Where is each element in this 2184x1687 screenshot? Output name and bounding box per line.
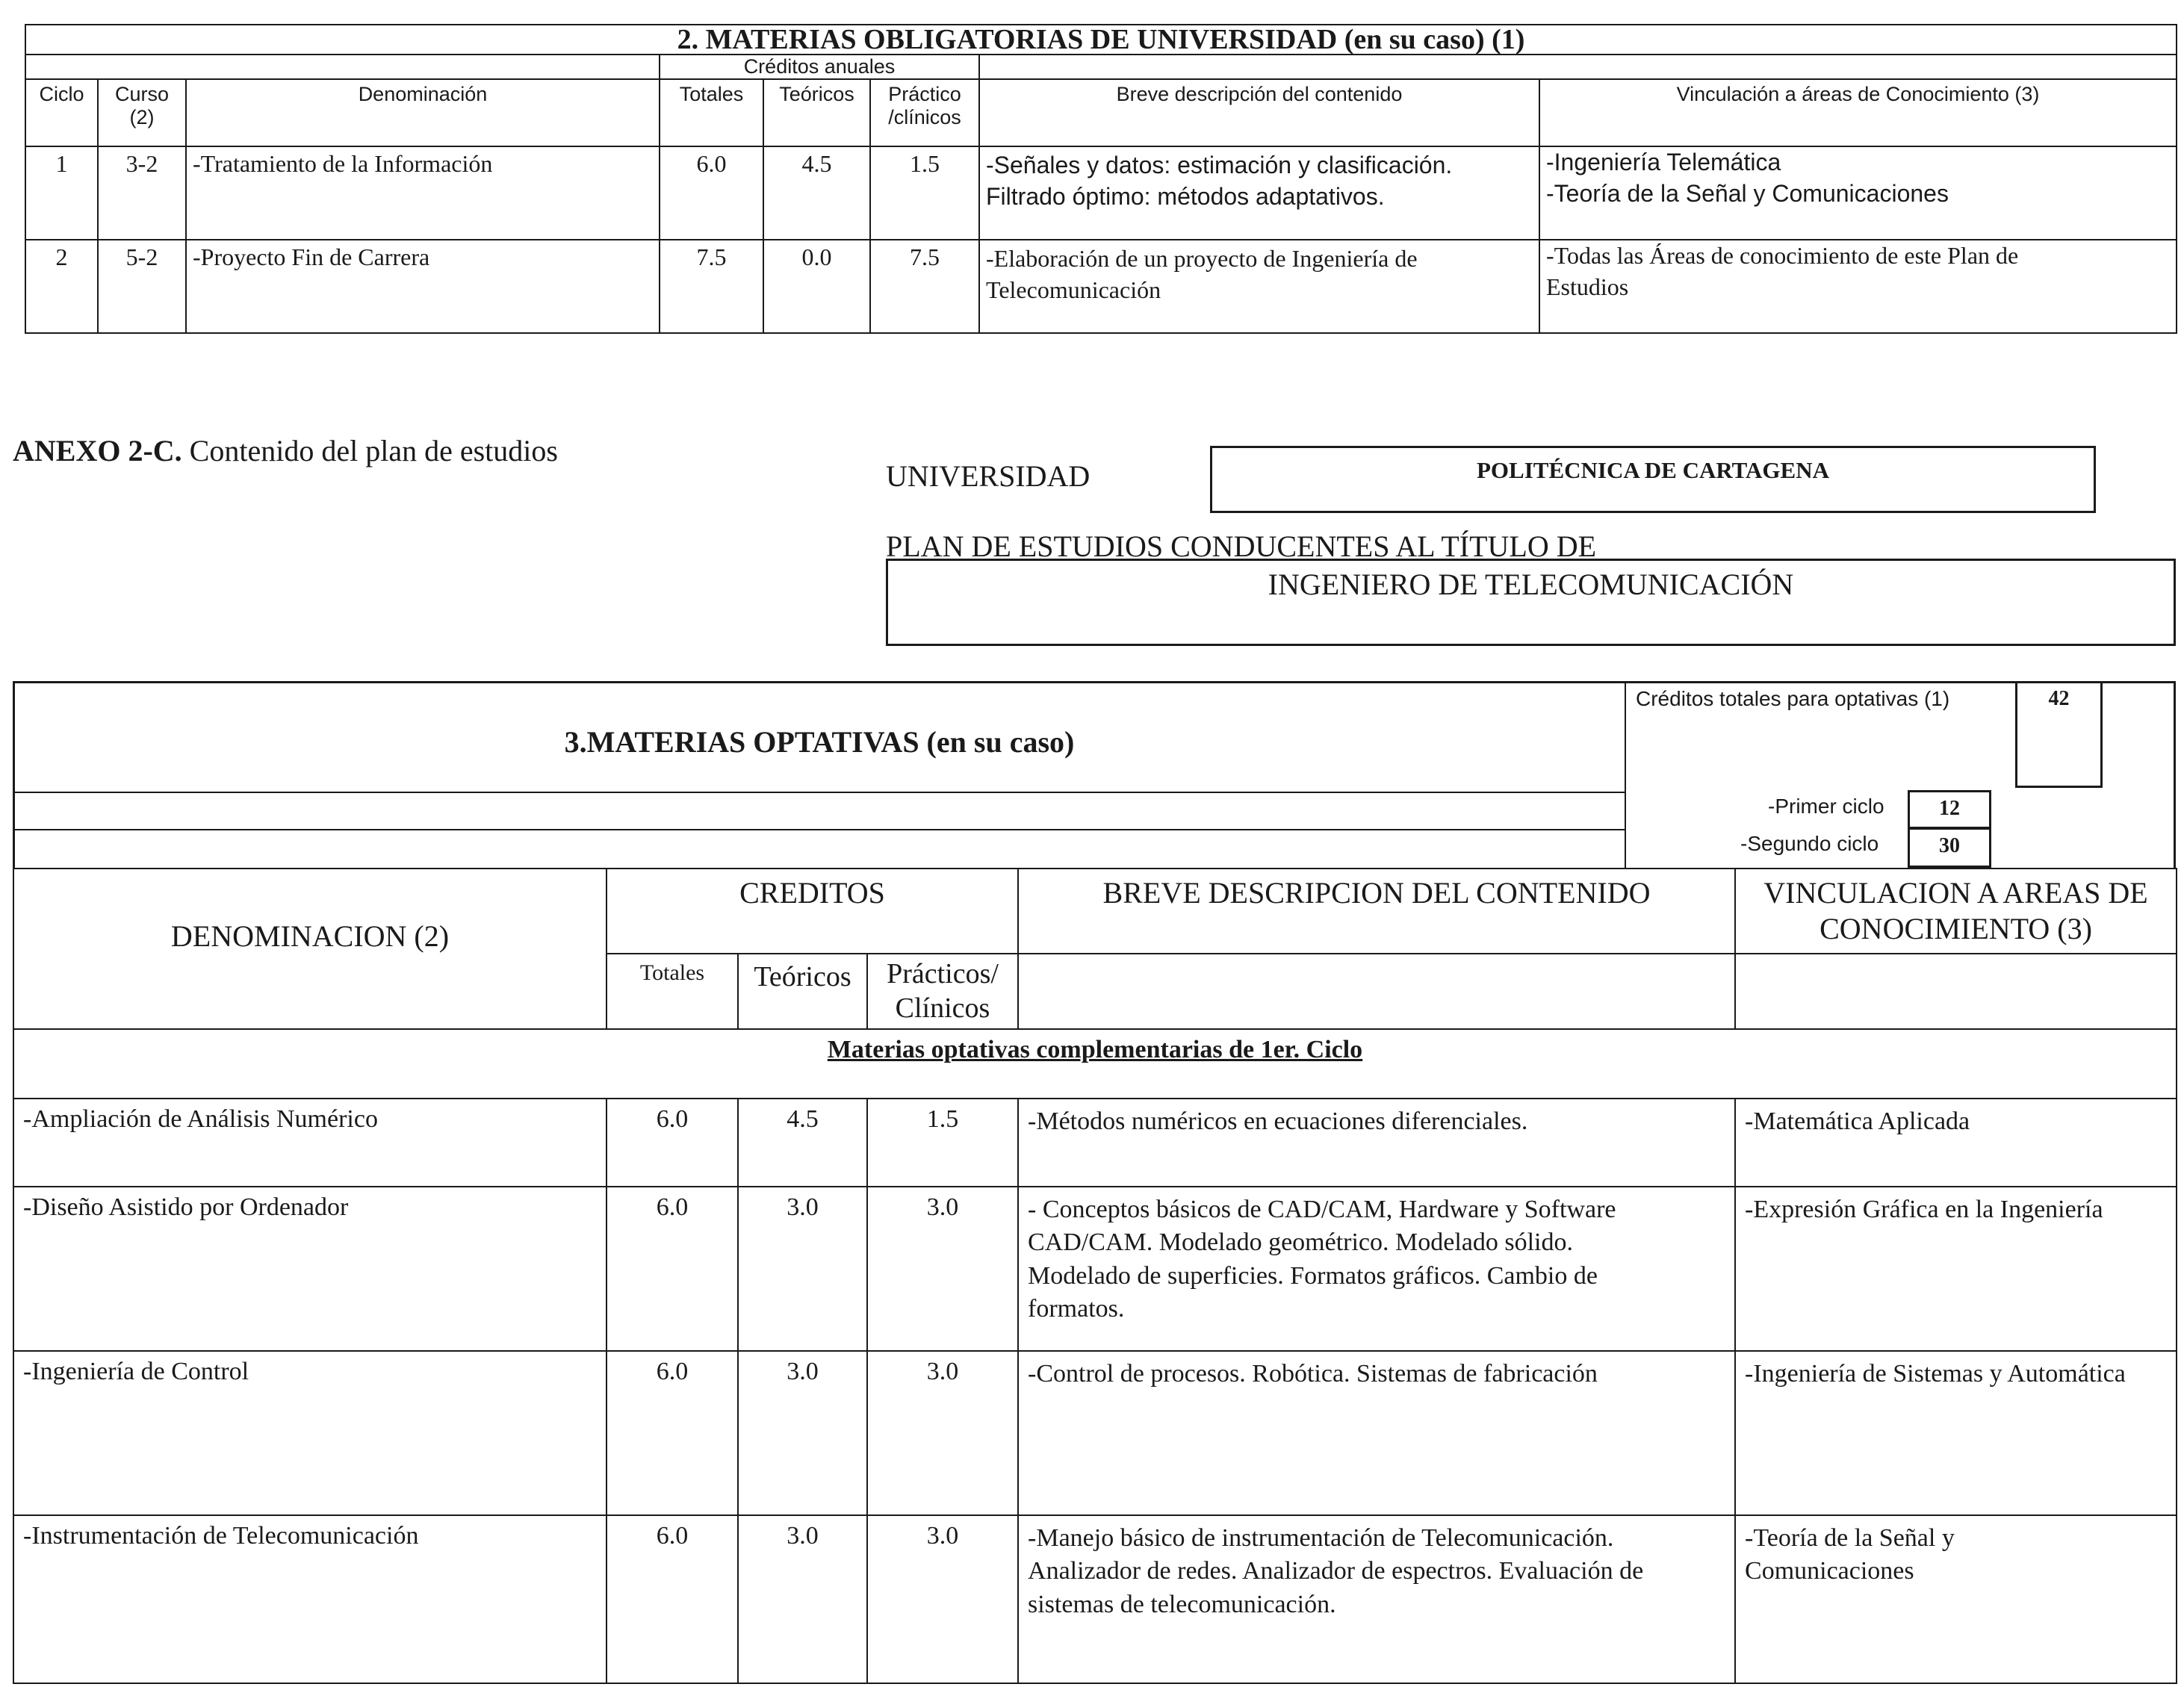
descripcion-cell	[1018, 1515, 1735, 1683]
section2-table	[25, 24, 2177, 334]
descripcion-line: -Manejo básico de instrumentación de Telecomunicación.	[1028, 1524, 1614, 1553]
denominacion-cell: -Ampliación de Análisis Numérico	[13, 1099, 607, 1187]
teoricos-cell: 3.0	[738, 1351, 867, 1515]
totales-cell: 7.5	[660, 240, 763, 333]
vinculacion-line: -Todas las Áreas de conocimiento de este Plan de	[1546, 242, 2019, 269]
descripcion-line: -Señales y datos: estimación y clasificación.	[986, 152, 1453, 178]
table-row	[25, 146, 2177, 240]
denominacion-header: Denominación	[186, 79, 660, 146]
table-row	[25, 240, 2177, 333]
denominacion-cell: -Tratamiento de la Información	[186, 146, 660, 240]
totales-header: Totales	[660, 79, 763, 146]
curso-cell: 3-2	[98, 146, 186, 240]
vinculacion-cell	[1735, 1351, 2177, 1515]
vinculacion-header-line: CONOCIMIENTO (3)	[1820, 912, 2092, 945]
vinculacion-header	[1735, 869, 2177, 954]
section2-title: 2. MATERIAS OBLIGATORIAS DE UNIVERSIDAD (en su caso) (1)	[25, 25, 2177, 55]
practicos-header-line: Clínicos	[895, 992, 990, 1024]
teoricos-header: Teóricos	[738, 954, 867, 1029]
totales-header: Totales	[607, 954, 738, 1029]
denominacion-cell: -Ingeniería de Control	[13, 1351, 607, 1515]
teoricos-cell: 4.5	[763, 146, 870, 240]
descripcion-line: Filtrado óptimo: métodos adaptativos.	[986, 182, 1385, 210]
segundo-ciclo-box	[1908, 827, 1991, 868]
vinculacion-line: -Teoría de la Señal y	[1745, 1524, 1955, 1553]
table-row	[13, 1515, 2177, 1683]
universidad-box	[1210, 446, 2096, 513]
descripcion-line: formatos.	[1028, 1294, 1125, 1323]
vinculacion-cell	[1735, 1099, 2177, 1187]
practicos-cell: 3.0	[867, 1515, 1018, 1683]
descripcion-line: - Conceptos básicos de CAD/CAM, Hardware y Software	[1028, 1196, 1616, 1224]
vinculacion-line: -Teoría de la Señal y Comunicaciones	[1546, 179, 1949, 207]
creditos-totales-box	[2015, 681, 2103, 788]
denominacion-cell: -Proyecto Fin de Carrera	[186, 240, 660, 333]
totales-cell: 6.0	[607, 1351, 738, 1515]
ciclo-cell: 1	[25, 146, 98, 240]
curso-cell: 5-2	[98, 240, 186, 333]
descripcion-line: -Elaboración de un proyecto de Ingeniería de	[986, 245, 1418, 272]
anexo-text: Contenido del plan de estudios	[189, 434, 558, 467]
descripcion-line: -Métodos numéricos en ecuaciones diferenciales.	[1028, 1107, 1528, 1136]
titulo-box	[886, 559, 2176, 646]
descripcion-header: BREVE DESCRIPCION DEL CONTENIDO	[1018, 869, 1735, 954]
descripcion-cell	[979, 240, 1539, 333]
practicos-cell: 7.5	[870, 240, 979, 333]
creditos-anuales-header: Créditos anuales	[660, 55, 979, 79]
totales-cell: 6.0	[660, 146, 763, 240]
section3-title: 3.MATERIAS OPTATIVAS (en su caso)	[564, 725, 1075, 759]
practicos-cell: 3.0	[867, 1187, 1018, 1351]
descripcion-line: Telecomunicación	[986, 276, 1161, 303]
descripcion-line: sistemas de telecomunicación.	[1028, 1590, 1336, 1618]
creditos-totales-value: 42	[2048, 687, 2070, 710]
table-row	[13, 1187, 2177, 1351]
descripcion-line: -Control de procesos. Robótica. Sistemas de fabricación	[1028, 1360, 1598, 1388]
vinculacion-line: Comunicaciones	[1745, 1557, 1914, 1585]
divider	[1625, 681, 1626, 868]
vinculacion-cell	[1735, 1515, 2177, 1683]
teoricos-cell: 0.0	[763, 240, 870, 333]
ciclo-cell: 2	[25, 240, 98, 333]
curso-header: Curso (2)	[98, 79, 186, 146]
primer-ciclo-value: 12	[1939, 797, 1960, 820]
anexo-heading	[13, 433, 558, 468]
teoricos-header: Teóricos	[763, 79, 870, 146]
segundo-ciclo-label: -Segundo ciclo	[1740, 832, 1879, 855]
ciclo-header: Ciclo	[25, 79, 98, 146]
plan-label: PLAN DE ESTUDIOS CONDUCENTES AL TÍTULO DE	[886, 529, 1597, 563]
totales-cell: 6.0	[607, 1515, 738, 1683]
practicos-header: Práctico /clínicos	[870, 79, 979, 146]
practicos-header	[867, 954, 1018, 1029]
primer-ciclo-label: -Primer ciclo	[1768, 795, 1884, 818]
denominacion-cell: -Diseño Asistido por Ordenador	[13, 1187, 607, 1351]
vinculacion-cell	[1539, 146, 2177, 240]
vinculacion-header: Vinculación a áreas de Conocimiento (3)	[1539, 79, 2177, 146]
descripcion-line: CAD/CAM. Modelado geométrico. Modelado sólido.	[1028, 1228, 1573, 1257]
descripcion-cell	[979, 146, 1539, 240]
descripcion-line: Analizador de redes. Analizador de espectros. Evaluación de	[1028, 1557, 1644, 1585]
descripcion-cell	[1018, 1099, 1735, 1187]
vinculacion-line: -Expresión Gráfica en la Ingeniería	[1745, 1196, 2103, 1224]
denominacion-cell: -Instrumentación de Telecomunicación	[13, 1515, 607, 1683]
table-row	[13, 1099, 2177, 1187]
vinculacion-line: -Ingeniería Telemática	[1546, 149, 1781, 175]
titulo-value: INGENIERO DE TELECOMUNICACIÓN	[1268, 568, 1794, 601]
primer-ciclo-box	[1908, 790, 1991, 829]
descripcion-cell	[1018, 1351, 1735, 1515]
practicos-cell: 1.5	[867, 1099, 1018, 1187]
denominacion-header: DENOMINACION (2)	[13, 869, 607, 954]
creditos-totales-label: Créditos totales para optativas (1)	[1636, 687, 1950, 710]
vinculacion-cell	[1539, 240, 2177, 333]
universidad-label: UNIVERSIDAD	[886, 459, 1091, 493]
vinculacion-line: -Ingeniería de Sistemas y Automática	[1745, 1360, 2126, 1388]
divider	[13, 792, 1626, 793]
vinculacion-line: -Matemática Aplicada	[1745, 1107, 1970, 1136]
vinculacion-header-line: VINCULACION A AREAS DE	[1763, 876, 2148, 910]
teoricos-cell: 3.0	[738, 1187, 867, 1351]
totales-cell: 6.0	[607, 1187, 738, 1351]
segundo-ciclo-value: 30	[1939, 834, 1960, 857]
descripcion-line: Modelado de superficies. Formatos gráficos. Cambio de	[1028, 1261, 1598, 1290]
table-row	[13, 1351, 2177, 1515]
teoricos-cell: 3.0	[738, 1515, 867, 1683]
practicos-cell: 1.5	[870, 146, 979, 240]
totales-cell: 6.0	[607, 1099, 738, 1187]
universidad-value: POLITÉCNICA DE CARTAGENA	[1476, 457, 1829, 483]
vinculacion-cell	[1735, 1187, 2177, 1351]
divider	[13, 829, 1626, 830]
creditos-header: CREDITOS	[607, 869, 1018, 954]
descripcion-cell	[1018, 1187, 1735, 1351]
practicos-cell: 3.0	[867, 1351, 1018, 1515]
section3-table	[13, 868, 2177, 1684]
descripcion-header: Breve descripción del contenido	[979, 79, 1539, 146]
teoricos-cell: 4.5	[738, 1099, 867, 1187]
practicos-header-line: Prácticos/	[887, 958, 999, 989]
vinculacion-line: Estudios	[1546, 273, 1629, 300]
anexo-label: ANEXO 2-C.	[13, 434, 182, 467]
subheading: Materias optativas complementarias de 1er. Ciclo	[13, 1029, 2177, 1099]
